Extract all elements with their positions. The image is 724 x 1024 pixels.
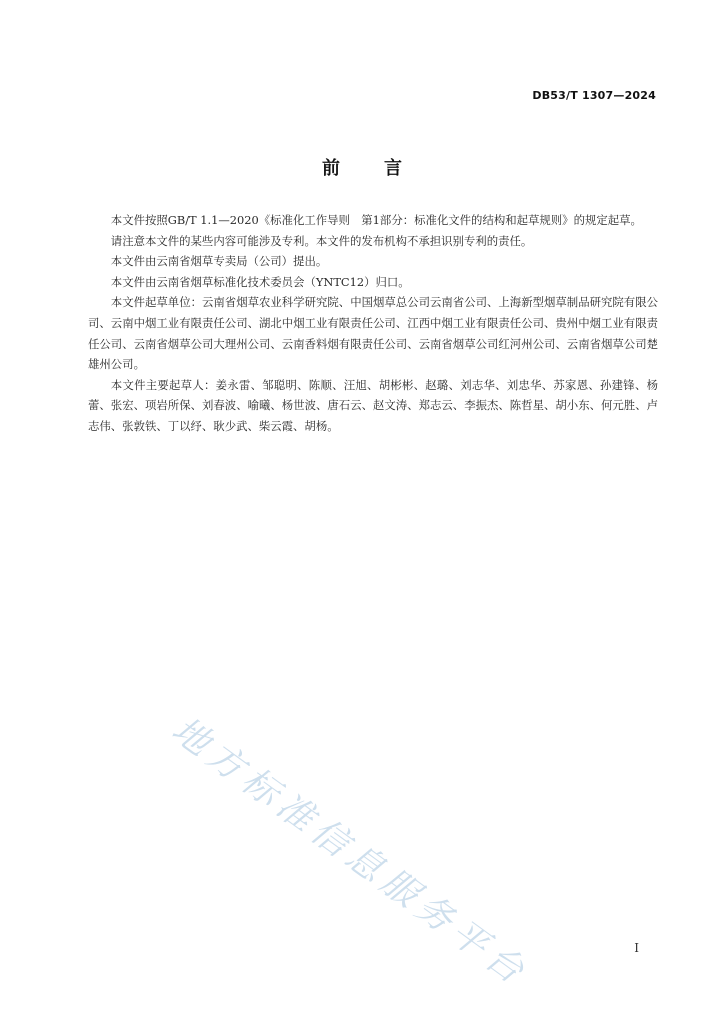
paragraph-committee: 本文件由云南省烟草标准化技术委员会（YNTC12）归口。: [110, 274, 410, 289]
page-title: [0, 154, 724, 180]
paragraph-drafting-units: 本文件起草单位：云南省烟草农业科学研究院、中国烟草总公司云南省公司、上海新型烟草制品研究院有限公司、云南中烟工业有限责任公司、湖北中烟工业有限责任公司、江西中烟工业有限责任公司、贵州中烟工业有限责任公司、云南省烟草公司大理州公司、云南香料烟有限责任公司、云南省烟草公司红河州公司、云南省烟草公司楚雄州公司。: [88, 295, 658, 372]
page-number: I: [634, 941, 639, 955]
title-char-2: 言: [384, 158, 402, 179]
title-char-1: 前: [322, 158, 340, 179]
foreword-body: [88, 210, 658, 437]
document-number: DB53/T 1307—2024: [532, 89, 656, 102]
paragraph-drafters: 本文件主要起草人：姜永雷、邹聪明、陈顺、汪旭、胡彬彬、赵璐、刘志华、刘忠华、苏家恩、孙建锋、杨蕾、张宏、项岩所保、刘春波、喻曦、杨世波、唐石云、赵文涛、郑志云、李振杰、陈哲星、胡小东、何元胜、卢志伟、张敦铁、丁以纾、耿少武、柴云霞、胡杨。: [88, 377, 658, 433]
paragraph-drafting-rules: 本文件按照GB/T 1.1—2020《标准化工作导则 第1部分：标准化文件的结构和起草规则》的规定起草。: [110, 213, 642, 227]
paragraph-proposer: 本文件由云南省烟草专卖局（公司）提出。: [110, 254, 328, 269]
paragraph-patent-notice: 请注意本文件的某些内容可能涉及专利。本文件的发布机构不承担识别专利的责任。: [110, 233, 533, 248]
watermark-text: 地方标准信息服务平台: [164, 709, 537, 996]
